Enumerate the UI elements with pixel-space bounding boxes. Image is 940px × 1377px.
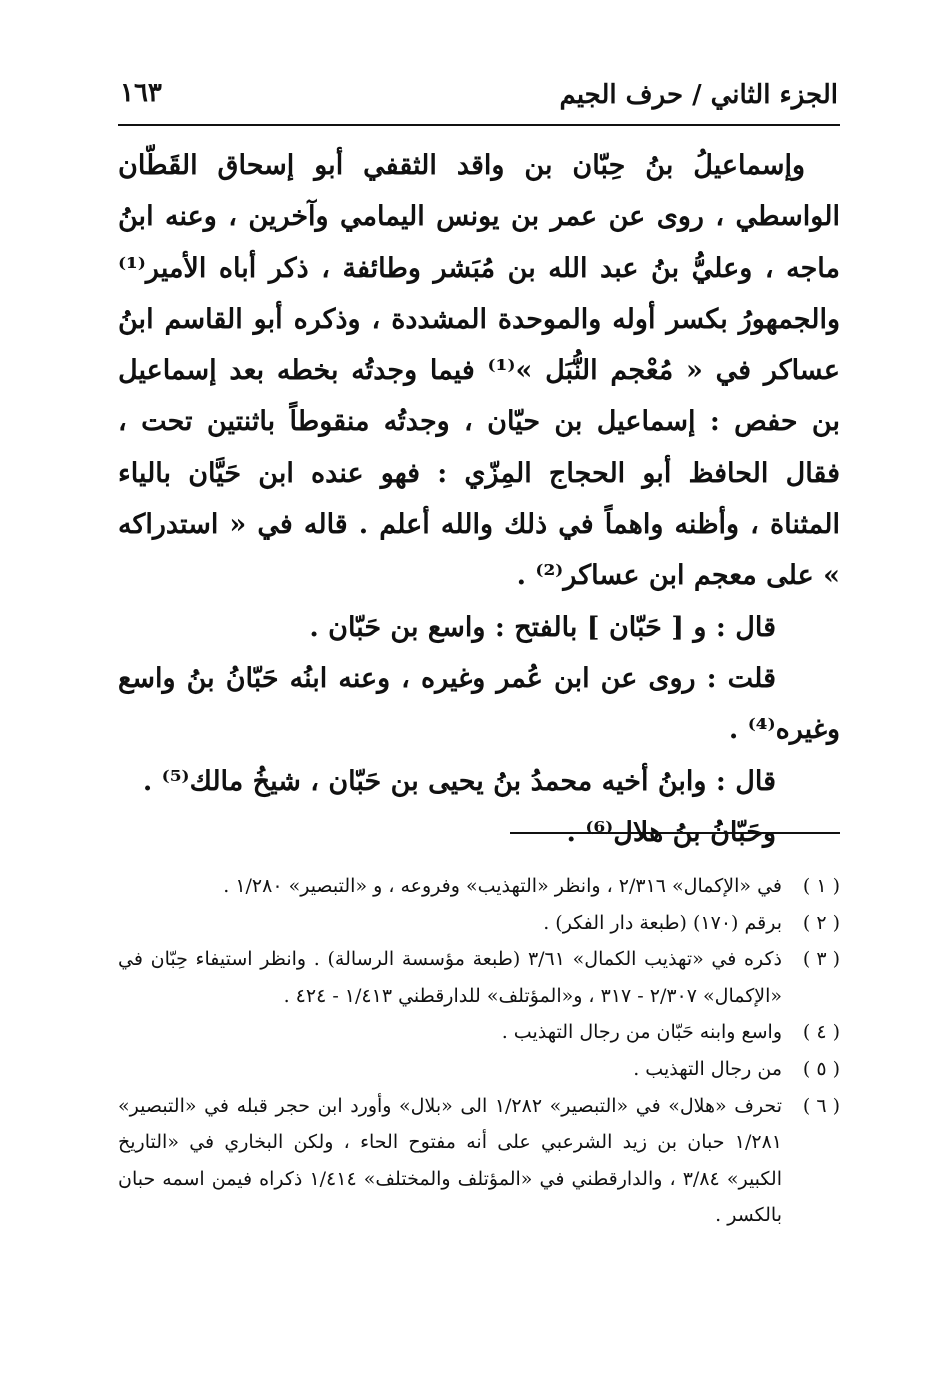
footnote-rule xyxy=(510,832,840,834)
footnote-text: ذكره في «تهذيب الكمال» ٣/٦١ (طبعة مؤسسة الرسالة) . وانظر استيفاء حِبّان في «الإكمال» ٢/٣٠٧ - ٣١٧ ، و«المؤتلف» للدارقطني ١/٤١٣ - ٤٢٤ . xyxy=(118,948,782,1007)
footnote-text: تحرف «هلال» في «التبصير» ١/٢٨٢ الى «بلال» وأورد ابن حجر قبله في «التبصير» ١/٢٨١ حبان بن زيد الشرعبي على أنه مفتوح الحاء ، ولكن البخاري في «التاريخ الكبير» ٣/٨٤ ، والدارقطني في «المؤتلف والمختلف» ١/٤١٤ ذكراه فيمن اسمه حبان بالكسر . xyxy=(118,1094,782,1227)
footnote-6 xyxy=(118,1088,840,1234)
footnote-2 xyxy=(118,905,840,942)
running-head: الجزء الثاني / حرف الجيم xyxy=(559,80,838,110)
footnote-number: ( ٢ ) xyxy=(802,911,840,934)
footnote-number: ( ٤ ) xyxy=(802,1021,840,1044)
footnote-text: برقم (١٧٠) (طبعة دار الفكر) . xyxy=(543,911,782,934)
footnote-number: ( ٣ ) xyxy=(802,948,840,971)
footnote-3 xyxy=(118,941,840,1014)
hibban-line: وحَبّانُ بنُ هلال⁽⁶⁾ . xyxy=(566,816,776,848)
qultu-paragraph: قلت : روى عن ابن عُمر وغيره ، وعنه ابنُه حَبّانُ بنُ واسع وغيره⁽⁴⁾ . xyxy=(118,662,840,746)
footnote-text: من رجال التهذيب . xyxy=(633,1057,782,1080)
footnote-number: ( ٥ ) xyxy=(802,1057,840,1080)
footnote-text: واسع وابنه حَبّان من رجال التهذيب . xyxy=(501,1021,782,1044)
footnote-1 xyxy=(118,868,840,905)
main-text xyxy=(118,140,840,858)
main-paragraph: وإسماعيلُ بنُ حِبّان بن واقد الثقفي أبو إسحاق القَطّان الواسطي ، روى عن عمر بن يونس اليمامي وآخرين ، وعنه ابنُ ماجه ، وعليُّ بنُ عبد الله بن مُبَشر وطائفة ، ذكر أباه الأمير⁽¹⁾ والجمهورُ بكسر أوله والموحدة المشددة ، وذكره أبو القاسم ابنُ عساكر في « مُعْجم النُّبَل »⁽¹⁾ فيما وجدتُه بخطه بعد إسماعيل بن حفص : إسماعيل بن حيّان ، وجدتُه منقوطاً باثنتين تحت ، فقال الحافظ أبو الحجاج المِزّي : فهو عنده ابن حَيَّان بالياء المثناة ، وأظنه واهماً في ذلك والله أعلم . قاله في « استدراكه » على معجم ابن عساكر⁽²⁾ . xyxy=(118,150,840,592)
footnotes xyxy=(118,868,840,1234)
page-number: ١٦٣ xyxy=(120,78,162,108)
footnote-5 xyxy=(118,1051,840,1088)
footnote-text: في «الإكمال» ٢/٣١٦ ، وانظر «التهذيب» وفروعه ، و «التبصير» ١/٢٨٠ . xyxy=(223,875,782,897)
header-rule xyxy=(118,124,840,126)
footnote-number: ( ٦ ) xyxy=(802,1094,840,1117)
footnote-number: ( ١ ) xyxy=(802,875,840,897)
qala-line-1: قال : و [ حَبّان ] بالفتح : واسع بن حَبّان . xyxy=(309,611,776,643)
qala-line-2: قال : وابنُ أخيه محمدُ بنُ يحيى بن حَبّان ، شيخُ مالك⁽⁵⁾ . xyxy=(142,765,776,797)
page-header xyxy=(118,72,840,124)
footnote-4 xyxy=(118,1014,840,1051)
